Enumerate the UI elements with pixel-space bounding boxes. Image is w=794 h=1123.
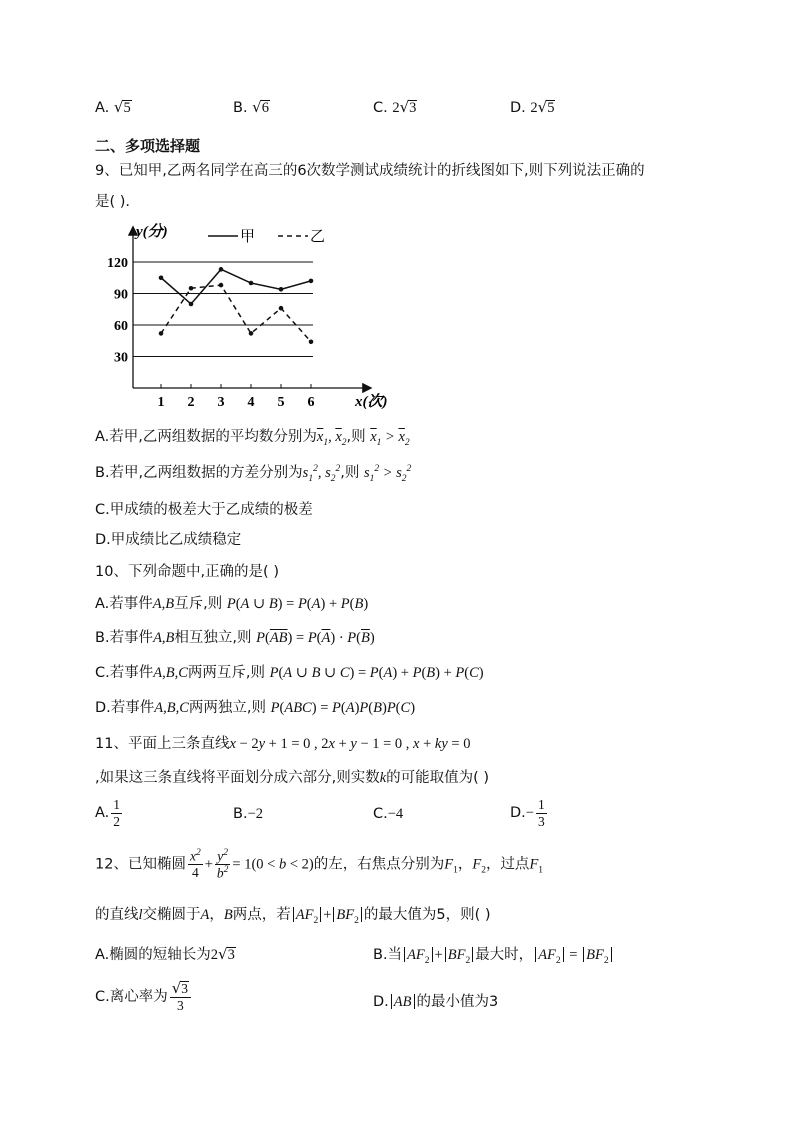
x-tick-label: 1: [157, 395, 165, 410]
y-tick-label: 90: [114, 287, 128, 303]
q8-option-d: D. 2√5: [510, 98, 555, 116]
q10-stem: 10、下列命题中,正确的是( ): [95, 564, 279, 580]
q12-stem: 12、已知椭圆 $\frac{x^2}{4}$ + $\frac{y^2}{b^2}$ = 1(0 < b < 2)的左，右焦点分别为$F_1$，$F_2$，过点$F_1$: [95, 848, 544, 881]
q11-stem: 11、平面上三条直线x − 2y + 1 = 0 , 2x + y − 1 = 0 , x + ky = 0: [95, 736, 471, 752]
q11-stem-line2: ,如果这三条直线将平面划分成六部分,则实数k的可能取值为( ): [95, 770, 490, 786]
x-tick-label: 3: [217, 395, 225, 410]
data-point: [159, 275, 164, 280]
x-tick-label: 4: [247, 395, 255, 410]
q9-line-chart: [0, 0, 794, 420]
data-point: [279, 287, 284, 292]
q11-option-c: C.−4: [373, 806, 404, 822]
q12-option-d: D. AB 的最小值为3: [373, 994, 499, 1010]
section-heading: 二、多项选择题: [95, 137, 201, 155]
q9-stem-line1: 9、已知甲,乙两名同学在高三的6次数学测试成绩统计的折线图如下,则下列说法正确的: [95, 163, 645, 179]
q8-option-b: B. √6: [233, 98, 269, 116]
legend-label-1: 甲: [240, 229, 256, 245]
q8-option-a: A. √5: [95, 98, 131, 116]
x-axis-label: x(次): [355, 394, 388, 410]
q12-stem-line2: 的直线l交椭圆于A，B两点，若 $AF_2 + BF_2$ 的最大值为5，则( ): [95, 907, 491, 926]
data-point: [219, 267, 224, 272]
q8-option-c: C. 2√3: [373, 98, 417, 116]
legend-label-2: 乙: [310, 229, 326, 245]
q12-option-c: C.离心率为 $\frac{√3}{3}$: [95, 980, 193, 1014]
y-tick-label: 30: [114, 350, 128, 366]
q11-option-d: D.− $\frac{1}{3}$: [510, 797, 545, 829]
q11-option-b: B.−2: [233, 806, 263, 822]
x-tick-label: 2: [187, 395, 195, 410]
x-tick-label: 5: [277, 395, 285, 410]
q10-option-c: C.若事件A,B,C两两互斥,则 P(A ∪ B ∪ C) = P(A) + P(B) + P(C): [95, 665, 484, 681]
q10-option-b: B.若事件A,B相互独立,则 $P(\overline{AB}) = P(\overline{A}) \cdot P(\overline{B})$: [95, 630, 375, 646]
q9-option-d: D.甲成绩比乙成绩稳定: [95, 532, 242, 548]
q9-option-b: B.若甲,乙两组数据的方差分别为$s_1^2$, $s_2^2$,则 $s_1^2 > s_2^2$: [95, 464, 412, 484]
data-point: [309, 340, 314, 345]
data-point: [219, 283, 224, 288]
q12-option-a: A.椭圆的短轴长为2√3: [95, 945, 235, 963]
data-point: [309, 279, 314, 284]
y-tick-label: 120: [107, 256, 128, 271]
q10-option-d: D.若事件A,B,C两两独立,则 P(ABC) = P(A)P(B)P(C): [95, 700, 416, 716]
data-point: [279, 306, 284, 311]
data-point: [189, 286, 194, 291]
q12-option-b: B.当 $AF_2 + BF_2$ 最大时， $AF_2 = BF_2$: [373, 943, 614, 966]
y-axis-label: y(分): [136, 224, 168, 240]
data-point: [249, 331, 254, 336]
data-point: [159, 331, 164, 336]
y-tick-label: 60: [114, 319, 128, 334]
q9-stem-line2: 是( ).: [95, 194, 131, 210]
q9-option-c: C.甲成绩的极差大于乙成绩的极差: [95, 502, 313, 518]
data-point: [189, 302, 194, 307]
data-point: [249, 281, 254, 286]
series-line-1: [161, 269, 311, 304]
q11-option-a: A. $\frac{1}{2}$: [95, 797, 121, 829]
x-tick-label: 6: [307, 395, 315, 410]
q10-option-a: A.若事件A,B互斥,则 P(A ∪ B) = P(A) + P(B): [95, 596, 369, 612]
q9-option-a: A.若甲,乙两组数据的平均数分别为$\overline{x}_1$, $\overline{x}_2$,则 $\overline{x}_1 > \overline{x}_2$: [95, 429, 410, 448]
